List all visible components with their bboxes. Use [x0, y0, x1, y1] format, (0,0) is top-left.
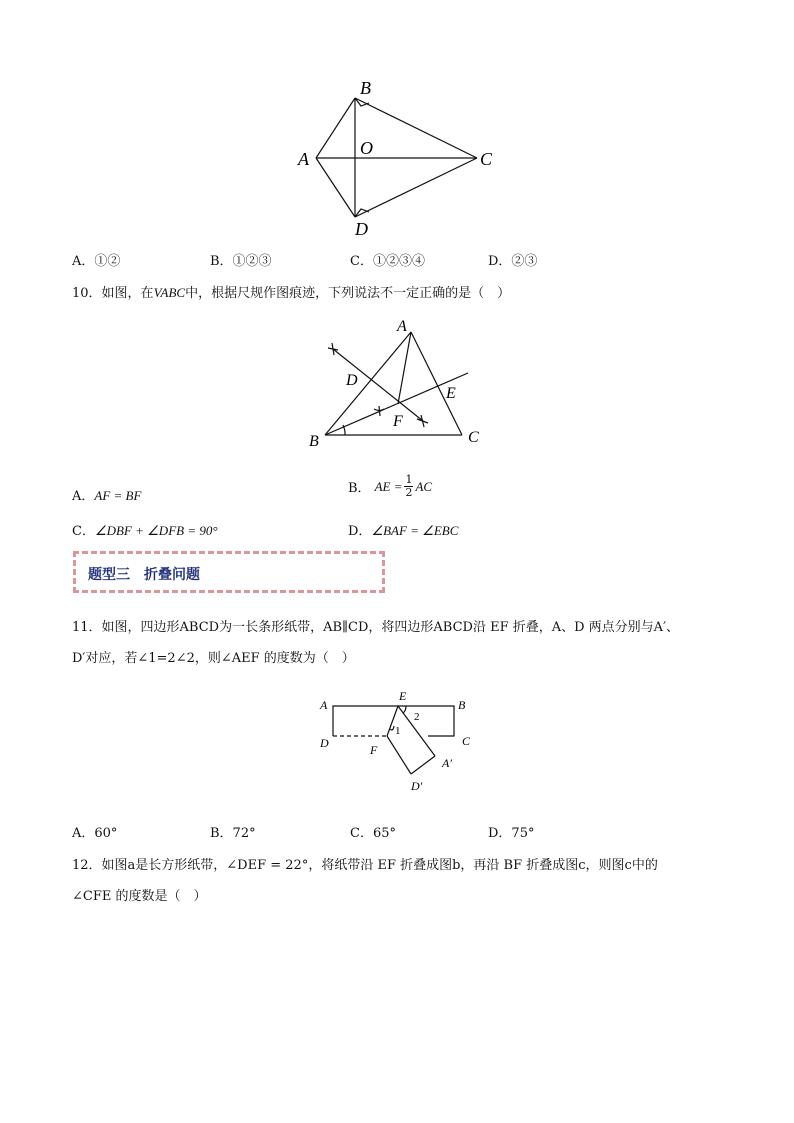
label-C: C	[468, 429, 479, 446]
label-F: F	[370, 743, 378, 757]
q9-option-d: D．②③	[488, 254, 538, 269]
q9-option-a: A．①②	[72, 254, 121, 269]
section-title: 题型三 折叠问题	[88, 567, 200, 583]
q11-option-c: C．65°	[350, 826, 396, 841]
label-A: A	[397, 318, 407, 335]
label-F: F	[393, 413, 403, 430]
q10-stem: 10．如图，在VABC中，根据尺规作图痕迹，下列说法不一定正确的是（ ）	[72, 285, 511, 301]
triangle-construction-figure	[300, 315, 500, 455]
label-B: B	[309, 433, 319, 450]
q12-line-2: ∠CFE 的度数是（ ）	[72, 889, 207, 904]
label-A: A	[298, 149, 309, 169]
kite-figure	[290, 70, 510, 240]
q10-option-c: C．∠DBF + ∠DFB = 90°	[72, 523, 218, 539]
q12-line-1: 12．如图a是长方形纸带，∠DEF = 22°，将纸带沿 EF 折叠成图b，再沿 BF 折叠成图c，则图c中的	[72, 858, 658, 873]
q11-line-2: D′对应，若∠1=2∠2，则∠AEF 的度数为（ ）	[72, 651, 355, 666]
q9-option-b: B．①②③	[210, 254, 272, 269]
section-header-box	[73, 551, 385, 593]
label-B: B	[458, 698, 466, 712]
q10-option-b: B． AE = $\frac{1}{2}$ AC	[348, 473, 433, 499]
label-B: B	[360, 78, 371, 98]
q11-option-b: B．72°	[210, 826, 256, 841]
label-A: A	[320, 698, 328, 712]
label-A-prime: A′	[442, 756, 452, 770]
q10-option-d: D．∠BAF = ∠EBC	[348, 523, 459, 539]
label-O: O	[360, 138, 373, 158]
label-D: D	[320, 736, 329, 750]
label-C: C	[480, 149, 493, 169]
q11-option-a: A．60°	[72, 826, 118, 841]
label-D-prime: D′	[411, 779, 423, 793]
fraction-one-half: $\frac{1}{2}$	[405, 473, 413, 499]
q11-line-1: 11．如图，四边形ABCD为一长条形纸带，AB∥CD，将四边形ABCD沿 EF 折叠，A、D 两点分别与A′、	[72, 620, 680, 635]
q9-option-c: C．①②③④	[350, 254, 425, 269]
label-C: C	[462, 734, 471, 748]
label-E: E	[446, 385, 456, 402]
label-angle-1: 1	[395, 725, 401, 737]
label-D: D	[355, 219, 368, 239]
q10-option-a: A．AF = BF	[72, 488, 142, 504]
label-angle-2: 2	[414, 711, 420, 723]
label-E: E	[399, 689, 407, 703]
q11-option-d: D．75°	[488, 826, 535, 841]
q9-options	[72, 250, 537, 269]
folded-strip-figure	[310, 685, 490, 800]
q11-options	[72, 822, 534, 841]
label-D: D	[346, 372, 358, 389]
